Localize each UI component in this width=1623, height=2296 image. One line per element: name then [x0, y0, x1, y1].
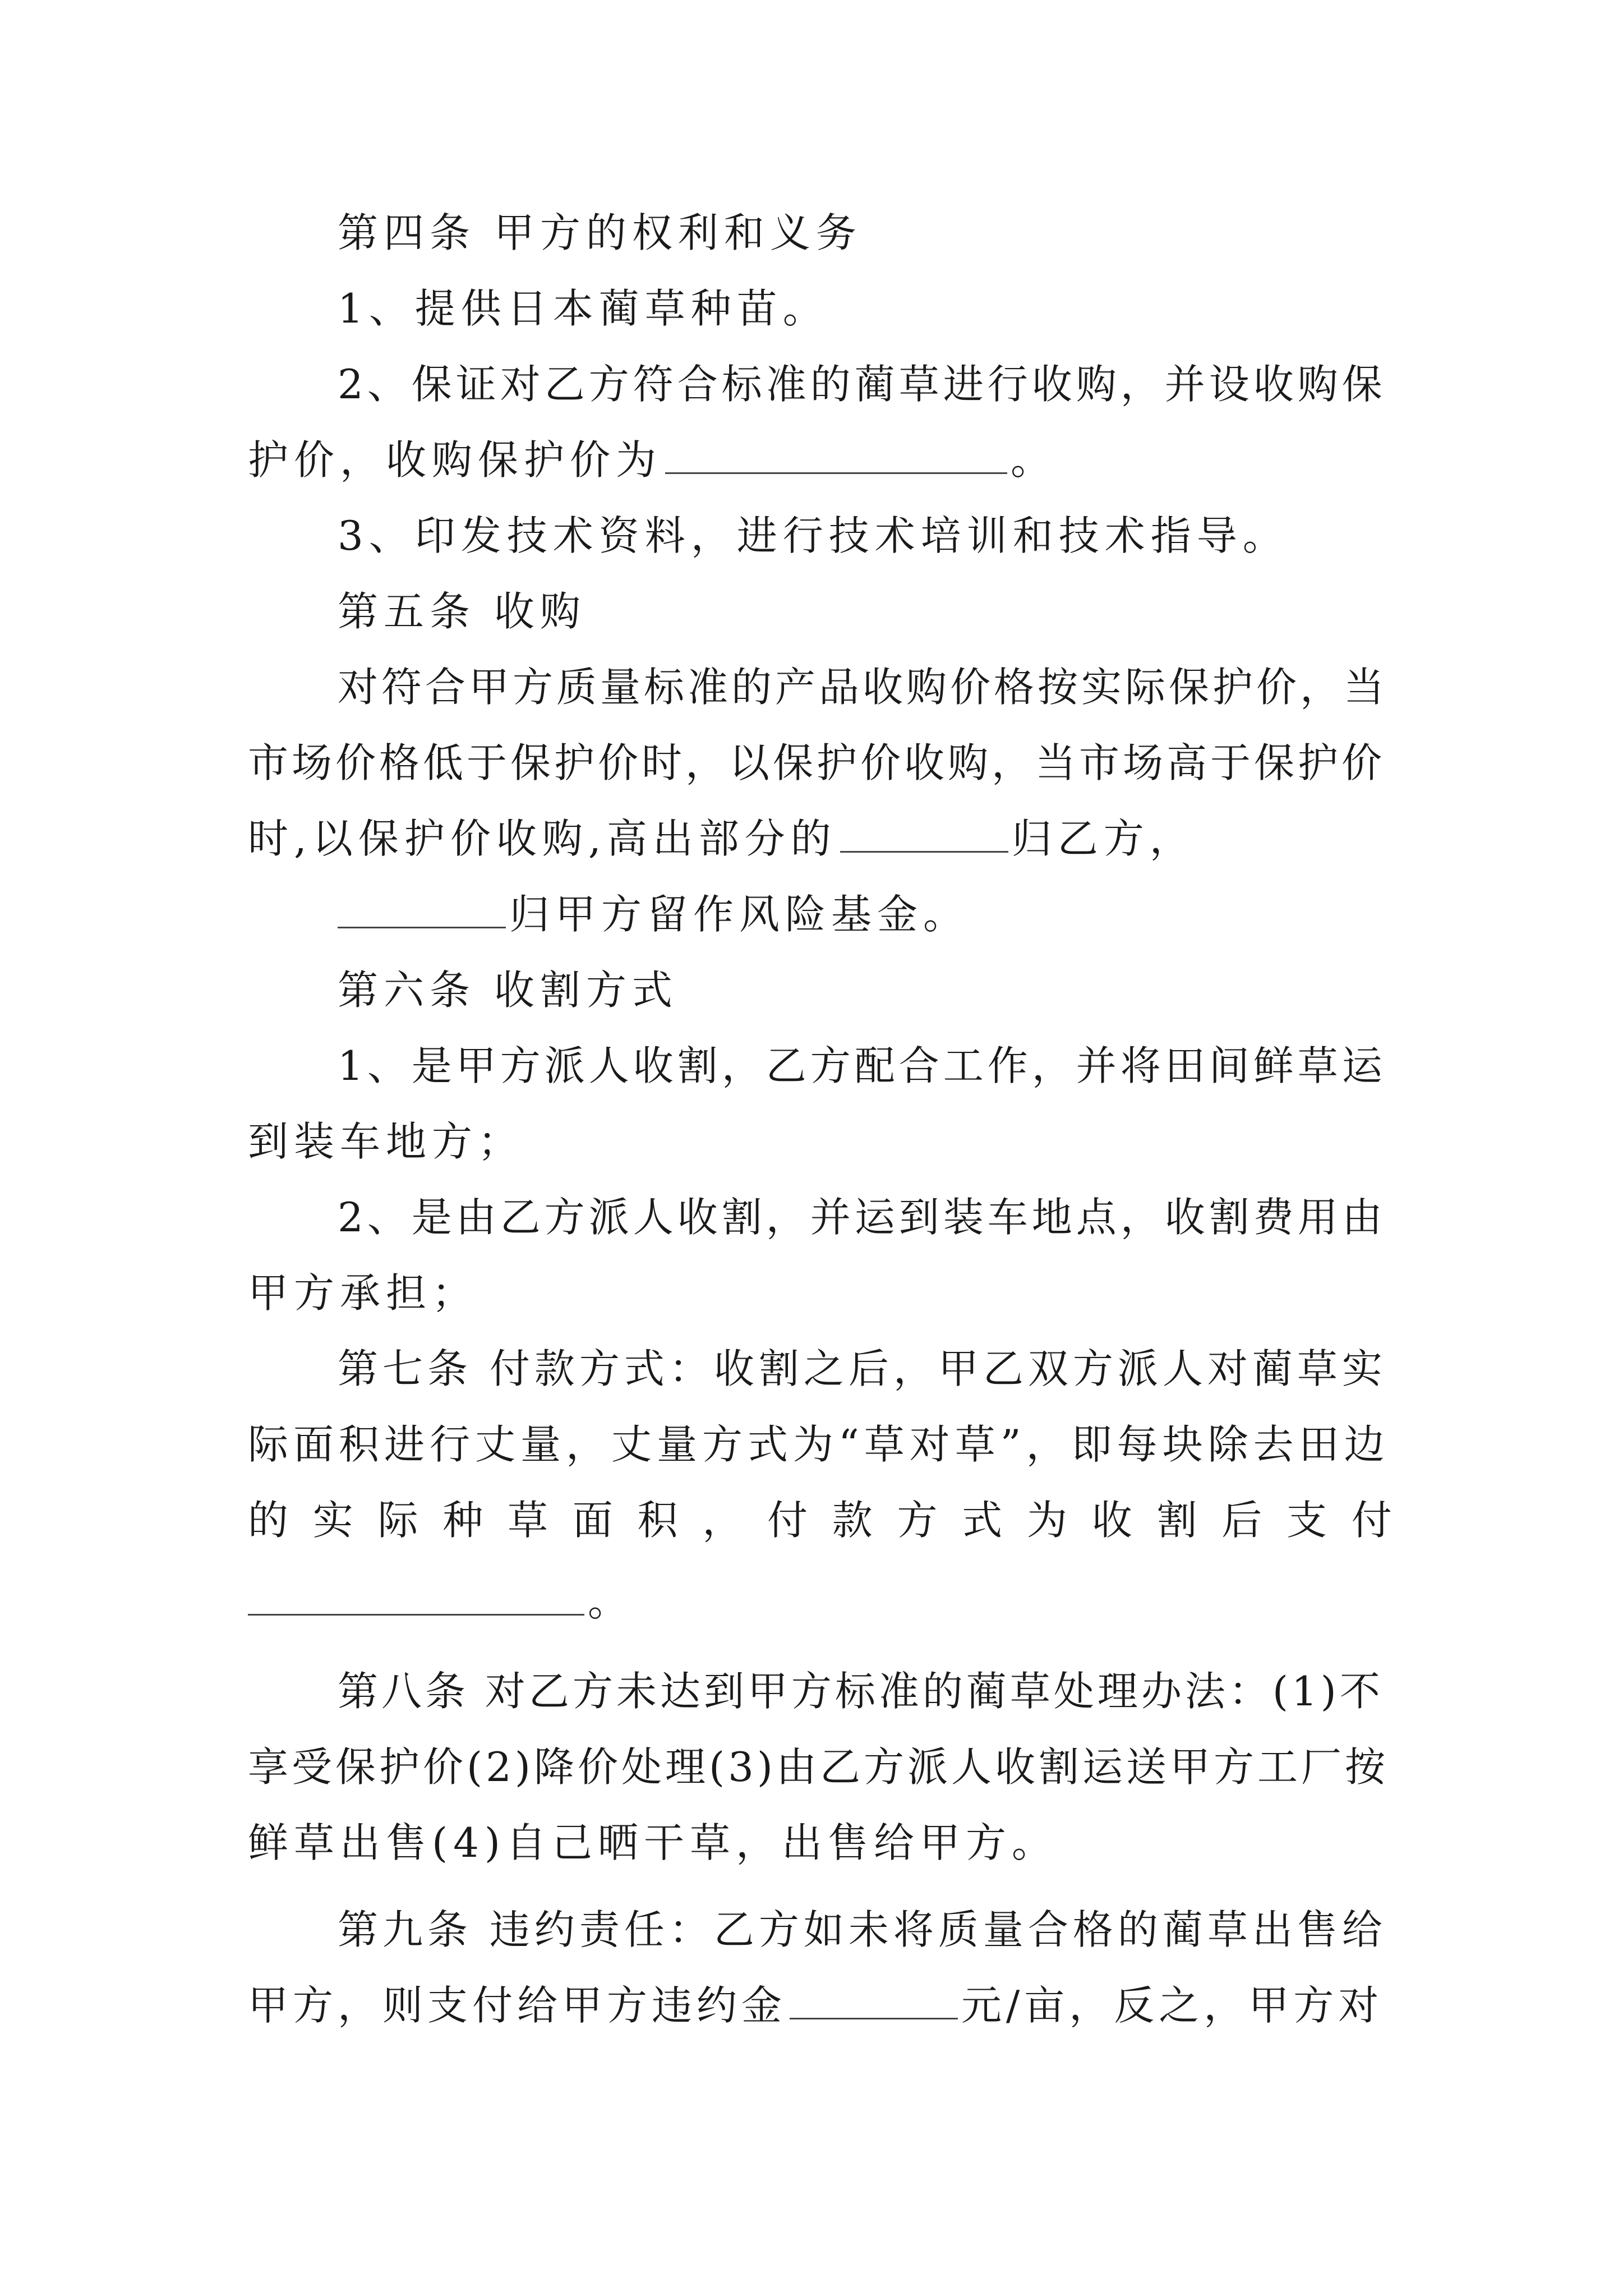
article-6-item-1-line-1: 1、是甲方派人收割，乙方配合工作，并将田间鲜草运: [338, 1042, 1386, 1089]
article-9-line-2-end: 元/亩，反之，甲方对: [961, 1982, 1384, 2029]
char: 的: [248, 1497, 289, 1544]
article-9-line-1: 第九条 违约责任：乙方如未将质量合格的蔺草出售给: [338, 1906, 1387, 1953]
char: 方: [897, 1497, 938, 1544]
article-6-item-1-line-2: 到装车地方；: [248, 1118, 524, 1165]
char: 式: [962, 1497, 1003, 1544]
article-5-line-4: [248, 884, 1392, 945]
protection-price-blank[interactable]: [665, 438, 1007, 474]
article-6-heading: 第六条 收割方式: [338, 967, 678, 1014]
char: 割: [1156, 1497, 1197, 1544]
char: 后: [1221, 1497, 1262, 1544]
article-4-item-2-end: 。: [1011, 436, 1057, 484]
char: 实: [312, 1497, 353, 1544]
article-5-heading: 第五条 收购: [338, 588, 586, 635]
char: 际: [377, 1497, 418, 1544]
char: 付: [1351, 1497, 1392, 1544]
article-9-line-2-text: 甲方，则支付给甲方违约金: [248, 1982, 787, 2029]
char: 草: [508, 1497, 548, 1544]
article-6-item-2-line-1: 2、是由乙方派人收割，并运到装车地点，收割费用由: [338, 1194, 1386, 1241]
article-4-item-2-text: 护价，收购保护价为: [248, 436, 662, 484]
char: 收: [1091, 1497, 1132, 1544]
article-6-item-2-line-2: 甲方承担；: [248, 1269, 478, 1317]
article-5-line-4-text: 归甲方留作风险基金。: [509, 891, 970, 938]
article-5-line-3-end: 归乙方，: [1011, 815, 1196, 862]
article-5-line-2: 市场价格低于保护价时，以保护价收购，当市场高于保护价: [248, 739, 1386, 786]
article-4-heading: 第四条 甲方的权利和义务: [338, 209, 862, 256]
article-8-line-3: 鲜草出售(4)自己晒干草，出售给甲方。: [248, 1819, 1058, 1866]
article-7-line-4: [248, 1571, 1392, 1632]
article-5-line-3: [248, 808, 1392, 869]
char: 支: [1287, 1497, 1327, 1544]
char: 款: [832, 1497, 873, 1544]
article-4-item-1: 1、提供日本蔺草种苗。: [338, 285, 829, 332]
article-8-line-1: 第八条 对乙方未达到甲方标准的蔺草处理办法：(1)不: [338, 1668, 1384, 1715]
article-7-line-2: 际面积进行丈量，丈量方式为“草对草”，即每块除去田边: [248, 1421, 1390, 1468]
penalty-amount-blank[interactable]: [790, 1983, 958, 2019]
char: 付: [767, 1497, 808, 1544]
article-5-line-3-text: 时,以保护价收购,高出部分的: [248, 815, 837, 862]
char: ，: [702, 1497, 743, 1544]
char: 面: [572, 1497, 613, 1544]
party-b-share-blank[interactable]: [840, 816, 1008, 853]
char: 为: [1027, 1497, 1068, 1544]
article-4-item-2-line-2: [248, 429, 1392, 491]
article-5-line-1: 对符合甲方质量标准的产品收购价格按实际保护价，当: [338, 664, 1388, 711]
article-8-line-2: 享受保护价(2)降价处理(3)由乙方派人收割运送甲方工厂按: [248, 1743, 1389, 1791]
article-4-item-3: 3、印发技术资料，进行技术培训和技术指导。: [338, 512, 1289, 559]
payment-method-blank[interactable]: [248, 1579, 584, 1616]
article-7-line-4-end: 。: [588, 1578, 634, 1625]
risk-fund-share-blank[interactable]: [338, 892, 506, 928]
article-4-item-2-line-1: 2、保证对乙方符合标准的蔺草进行收购，并设收购保: [338, 361, 1386, 408]
article-7-line-3: [248, 1489, 1392, 1551]
article-7-line-1: 第七条 付款方式：收割之后，甲乙双方派人对蔺草实: [338, 1345, 1387, 1392]
article-9-line-2: [248, 1975, 1392, 2036]
char: 种: [442, 1497, 483, 1544]
char: 积: [637, 1497, 678, 1544]
